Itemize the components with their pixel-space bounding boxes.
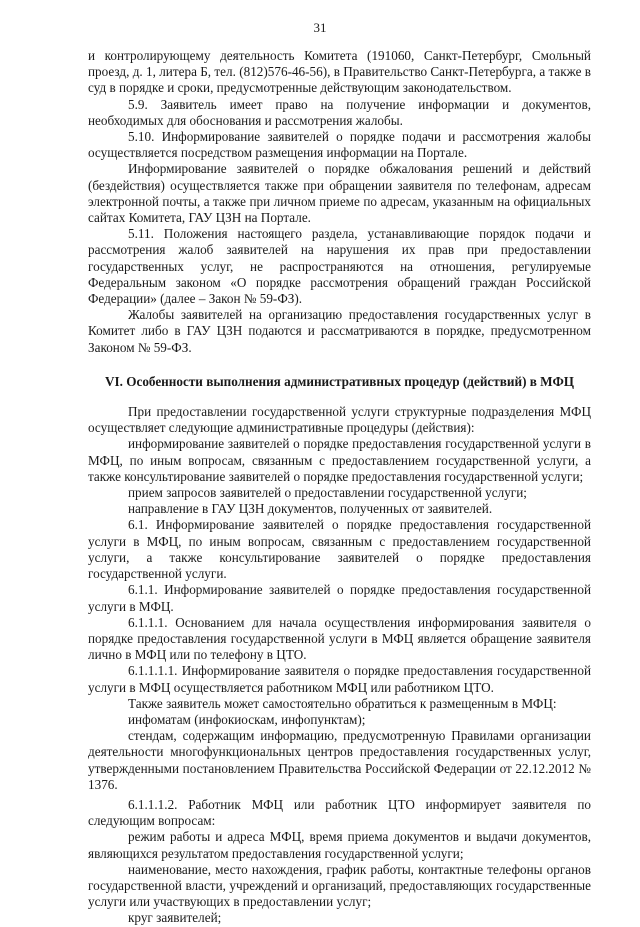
paragraph: и контролирующему деятельность Комитета (191060, Санкт-Петербург, Смольный проезд, д. 1, литера Б, тел. (812)576-46-56), в Правительство Санкт-Петербурга, а также в суд в порядке и сроки, предусмотренные действующим законодательством. xyxy=(88,48,591,96)
paragraph: При предоставлении государственной услуги структурные подразделения МФЦ осуществляет следующие административные процедуры (действия): xyxy=(88,404,591,436)
list-item: прием запросов заявителей о предоставлении государственной услуги; xyxy=(128,485,527,501)
paragraph-6-1-1-1-2: 6.1.1.1.2. Работник МФЦ или работник ЦТО информирует заявителя по следующим вопросам: xyxy=(88,796,591,829)
page-number: 31 xyxy=(313,20,327,35)
list-item: инфоматам (инфокиоскам, инфопунктам); xyxy=(128,711,366,727)
list-item: наименование, место нахождения, график работы, контактные телефоны органов государственной власти, учреждений и организаций, предоставляющих государственные услуги или участвующих в предоставлении услуг; xyxy=(88,861,591,910)
list-item: информирование заявителей о порядке предоставления государственной услуги в МФЦ, по иным вопросам, связанным с предоставлением государственной услуги, а также консультирование заявителей о порядке предоставления государственной услуги; xyxy=(88,436,591,484)
paragraph-6-1-1-1-1: 6.1.1.1.1. Информирование заявителя о порядке предоставления государственной услуги в МФЦ осуществляется работником МФЦ или работником ЦТО. xyxy=(88,663,591,695)
document-body xyxy=(88,48,591,927)
paragraph-5-10: 5.10. Информирование заявителей о порядке подачи и рассмотрения жалобы осуществляется посредством размещения информации на Портале. xyxy=(88,129,591,161)
list-item: режим работы и адреса МФЦ, время приема документов и выдачи документов, являющихся результатом предоставления государственной услуги; xyxy=(88,829,591,861)
paragraph-5-9: 5.9. Заявитель имеет право на получение информации и документов, необходимых для обоснования и рассмотрения жалобы. xyxy=(88,96,591,128)
section-heading: VI. Особенности выполнения административных процедур (действий) в МФЦ xyxy=(104,373,575,389)
list-item: круг заявителей; xyxy=(128,910,222,926)
paragraph-5-11: 5.11. Положения настоящего раздела, устанавливающие порядок подачи и рассмотрения жалоб заявителей на нарушения их прав при предоставлении государственных услуг, не распространяются на отношения, регулируемые Федеральным законом «О порядке рассмотрения обращений граждан Российской Федерации» (далее – Закон № 59-ФЗ). xyxy=(88,226,591,307)
paragraph: Информирование заявителей о порядке обжалования решений и действий (бездействия) осуществляется также при обращении заявителя по телефонам, адресам электронной почты, а также при личном приеме по адресам, указанным на официальных сайтах Комитета, ГАУ ЦЗН на Портале. xyxy=(88,161,591,226)
paragraph: Жалобы заявителей на организацию предоставления государственных услуг в Комитет либо в ГАУ ЦЗН подаются и рассматриваются в порядке, предусмотренном Законом № 59-ФЗ. xyxy=(88,307,591,355)
paragraph: Также заявитель может самостоятельно обратиться к размещенным в МФЦ: xyxy=(128,695,557,711)
list-item: направление в ГАУ ЦЗН документов, полученных от заявителей. xyxy=(128,501,493,517)
list-item: стендам, содержащим информацию, предусмотренную Правилами организации деятельности многофункциональных центров предоставления государственных услуг, утвержденными постановлением Правительства Российской Федерации от 22.12.2012 № 1376. xyxy=(88,728,591,792)
paragraph-6-1-1: 6.1.1. Информирование заявителей о порядке предоставления государственной услуги в МФЦ. xyxy=(88,582,591,614)
paragraph-6-1: 6.1. Информирование заявителей о порядке предоставления государственной услуги в МФЦ, по иным вопросам, связанным с предоставлением государственной услуги, а также консультирование заявителей о порядке предоставления государственной услуги. xyxy=(88,517,591,582)
paragraph-6-1-1-1: 6.1.1.1. Основанием для начала осуществления информирования заявителя о порядке предоставления государственной услуги в МФЦ является обращение заявителя лично в МФЦ или по телефону в ЦТО. xyxy=(88,614,591,663)
